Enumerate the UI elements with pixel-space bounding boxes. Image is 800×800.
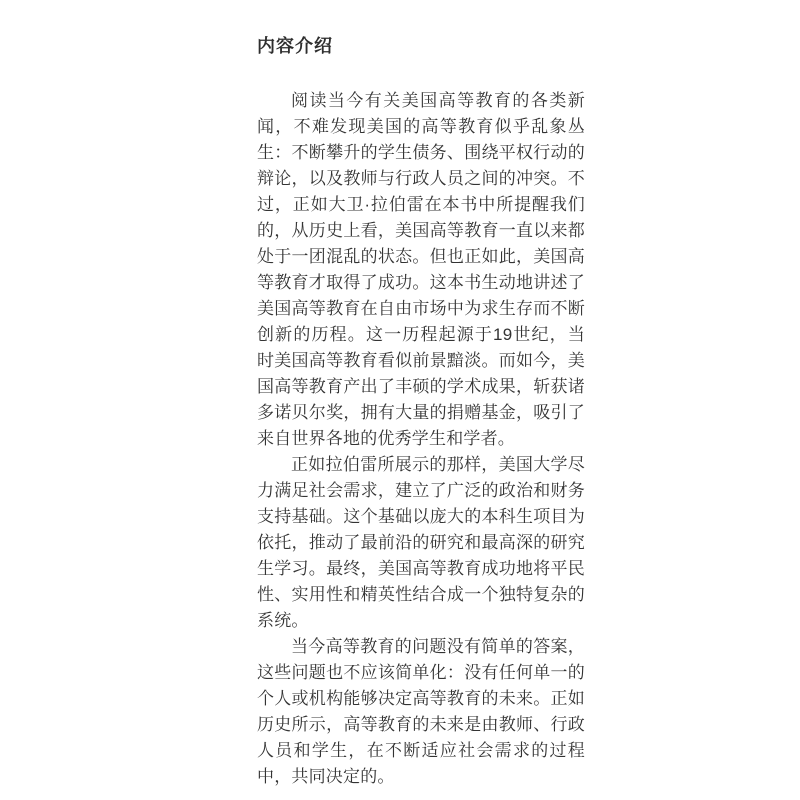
description-content bbox=[257, 34, 585, 790]
description-paragraph: 正如拉伯雷所展示的那样，美国大学尽力满足社会需求，建立了广泛的政治和财务支持基础。这个基础以庞大的本科生项目为依托，推动了最前沿的研究和最高深的研究生学习。最终，美国高等教育成功地将平民性、实用性和精英性结合成一个独特复杂的系统。 bbox=[257, 455, 585, 630]
description-paragraph: 阅读当今有关美国高等教育的各类新闻，不难发现美国的高等教育似乎乱象丛生：不断攀升的学生债务、围绕平权行动的辩论，以及教师与行政人员之间的冲突。不过，正如大卫·拉伯雷在本书中所提醒我们的，从历史上看，美国高等教育一直以来都处于一团混乱的状态。但也正如此，美国高等教育才取得了成功。这本书生动地讲述了美国高等教育在自由市场中为求生存而不断创新的历程。这一历程起源于19世纪，当时美国高等教育看似前景黯淡。而如今，美国高等教育产出了丰硕的学术成果，斩获诸多诺贝尔奖，拥有大量的捐赠基金，吸引了来自世界各地的优秀学生和学者。 bbox=[257, 91, 585, 448]
description-paragraph: 当今高等教育的问题没有简单的答案，这些问题也不应该简单化：没有任何单一的个人或机构能够决定高等教育的未来。正如历史所示，高等教育的未来是由教师、行政人员和学生，在不断适应社会需求的过程中，共同决定的。 bbox=[257, 637, 585, 786]
section-title: 内容介绍 bbox=[257, 36, 333, 56]
description-body bbox=[257, 88, 585, 790]
